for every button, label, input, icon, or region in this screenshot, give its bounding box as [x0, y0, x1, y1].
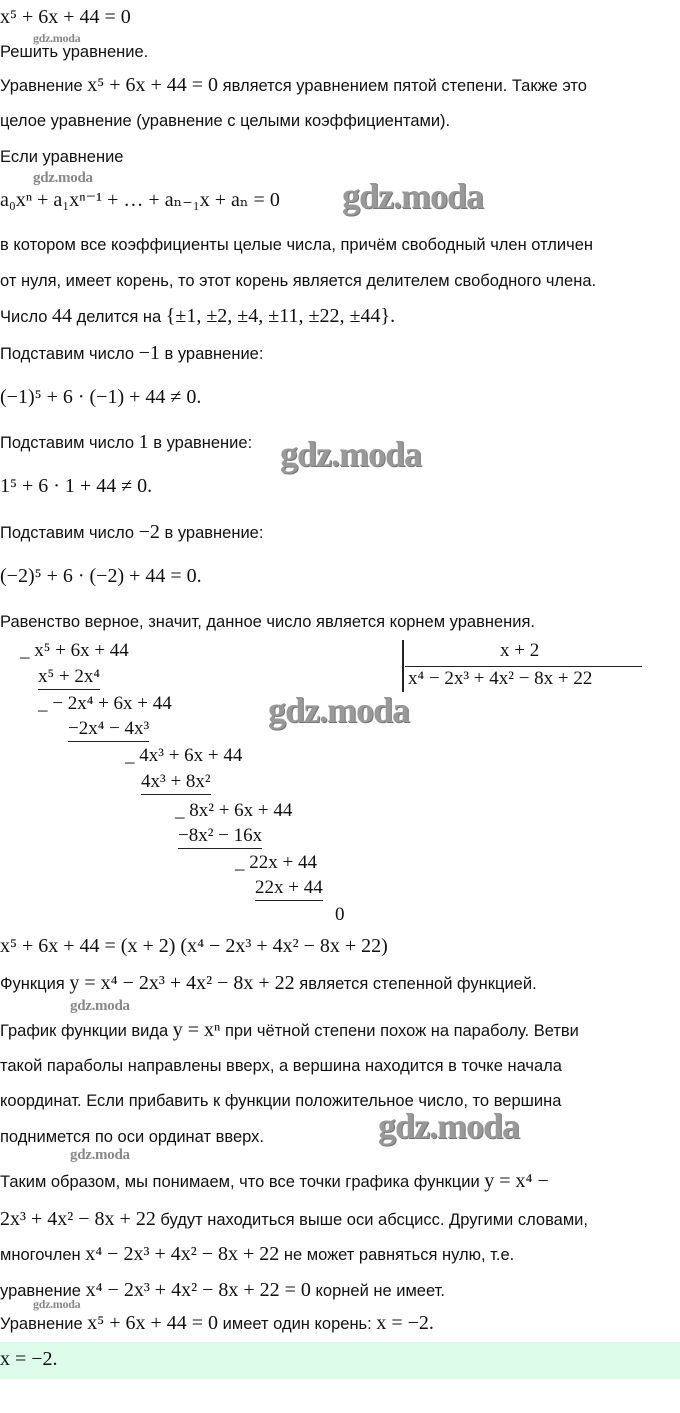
- watermark-logo: gdz.moda: [33, 170, 93, 186]
- text-line: [0, 5, 131, 30]
- division-bar: [402, 640, 404, 692]
- math-expression: y = x⁴ −: [484, 1170, 549, 1192]
- text: в котором все коэффициенты целые числа, причём свободный член отличен: [0, 236, 594, 254]
- text-line: [0, 385, 201, 410]
- text-line: [0, 304, 395, 329]
- division-step: −2x⁴ − 4x³: [68, 717, 149, 742]
- text-line: [0, 1125, 264, 1149]
- text: уравнение: [0, 1282, 86, 1300]
- text-line: [0, 610, 535, 634]
- watermark-logo: gdz.moda: [33, 31, 81, 45]
- answer-value: x = −2.: [0, 1348, 58, 1370]
- math-expression: (−1)⁵ + 6 · (−1) + 44 ≠ 0.: [0, 386, 202, 408]
- text: координат. Если прибавить к функции положительное число, то вершина: [0, 1092, 562, 1110]
- text-line: [0, 109, 450, 133]
- text-line: [0, 430, 252, 455]
- math-expression: y = x⁴ − 2x³ + 4x² − 8x + 22: [69, 972, 295, 994]
- text-line: [0, 1054, 562, 1078]
- text: Подставим число: [0, 524, 139, 542]
- text: делится на: [72, 308, 166, 326]
- text-line: [0, 188, 280, 213]
- watermark-logo: gdz.moda: [70, 1147, 130, 1163]
- division-step: 0: [335, 904, 345, 925]
- text-line: [0, 1018, 579, 1043]
- text: Равенство верное, значит, данное число является корнем уравнения.: [0, 613, 535, 631]
- math-expression: −1: [138, 342, 160, 364]
- math-expression: x⁵ + 6x + 44 = (x + 2) (x⁴ − 2x³ + 4x² − 8x + 22): [0, 935, 388, 957]
- text: многочлен: [0, 1246, 86, 1264]
- math-expression: 44: [52, 305, 73, 327]
- math-expression: 1: [138, 431, 149, 453]
- text-line: [0, 73, 587, 98]
- text: Подставим число: [0, 345, 139, 363]
- division-step: x⁵ + 2x⁴: [38, 665, 100, 690]
- math-expression: x⁵ + 6x + 44 = 0: [87, 74, 219, 96]
- math-expression: x⁴ − 2x³ + 4x² − 8x + 22: [85, 1243, 280, 1265]
- text: целое уравнение (уравнение с целыми коэффициентами).: [0, 112, 451, 130]
- math-expression: x⁵ + 6x + 44 = 0: [87, 1312, 219, 1334]
- watermark-logo: gdz.moda: [378, 1106, 520, 1146]
- text: Число: [0, 308, 53, 326]
- text: Решить уравнение.: [0, 43, 149, 61]
- text-line: [0, 269, 596, 293]
- division-step: _ 8x² + 6x + 44: [175, 800, 293, 821]
- text: Уравнение: [0, 77, 88, 95]
- text: имеет один корень:: [218, 1315, 377, 1333]
- text: Таким образом, мы понимаем, что все точки графика функции: [0, 1173, 485, 1191]
- math-expression: 1⁵ + 6 · 1 + 44 ≠ 0.: [0, 475, 153, 497]
- watermark-logo: gdz.moda: [268, 690, 410, 730]
- text: в уравнение:: [159, 345, 264, 363]
- text: не может равняться нулю, т.е.: [279, 1246, 515, 1264]
- text: от нуля, имеет корень, то этот корень является делителем свободного члена.: [0, 272, 597, 290]
- division-step: _ 22x + 44: [235, 852, 317, 873]
- text-line: [0, 520, 263, 545]
- division-step: 4x³ + 8x²: [141, 770, 211, 795]
- text: поднимется по оси ординат вверх.: [0, 1128, 264, 1146]
- division-step: _ − 2x⁴ + 6x + 44: [38, 693, 172, 714]
- text: является степенной функцией.: [294, 975, 537, 993]
- division-step: 22x + 44: [255, 876, 323, 901]
- text: будут находиться выше оси абсцисс. Другими словами,: [155, 1211, 588, 1229]
- text: является уравнением пятой степени. Также это: [218, 77, 587, 95]
- watermark-logo: gdz.moda: [70, 998, 130, 1014]
- math-expression: a₀xⁿ + a₁xⁿ⁻¹ + … + aₙ₋₁x + aₙ = 0: [0, 189, 280, 211]
- text-line: [0, 1242, 514, 1267]
- text-line: [0, 971, 537, 996]
- text: корней не имеет.: [310, 1282, 445, 1300]
- math-expression: (−2)⁵ + 6 · (−2) + 44 = 0.: [0, 565, 202, 587]
- text-line: [0, 1207, 588, 1232]
- text-line: [0, 145, 123, 169]
- text-line: [0, 341, 263, 366]
- divisor: x + 2: [500, 640, 540, 661]
- division-step: −8x² − 16x: [178, 824, 262, 849]
- division-step: _ x⁵ + 6x + 44: [20, 640, 129, 661]
- math-expression: y = xⁿ: [172, 1019, 221, 1041]
- text-line: [0, 474, 152, 499]
- text: Уравнение: [0, 1315, 88, 1333]
- text-line: [0, 934, 388, 959]
- text-line: [0, 1311, 434, 1336]
- math-expression: −2: [138, 521, 160, 543]
- math-expression: {±1, ±2, ±4, ±11, ±22, ±44}.: [165, 305, 396, 327]
- text: в уравнение:: [159, 524, 264, 542]
- text-line: [0, 1169, 549, 1194]
- watermark-logo: gdz.moda: [33, 1297, 81, 1311]
- quotient: x⁴ − 2x³ + 4x² − 8x + 22: [408, 668, 593, 689]
- text: График функции вида: [0, 1022, 173, 1040]
- watermark-logo: gdz.moda: [342, 176, 484, 216]
- math-expression: x = −2.: [376, 1312, 434, 1334]
- text-line: [0, 564, 202, 589]
- text: такой параболы направлены вверх, а вершина находится в точке начала: [0, 1057, 562, 1075]
- text: Подставим число: [0, 434, 139, 452]
- text-line: [0, 233, 593, 257]
- division-step: _ 4x³ + 6x + 44: [125, 745, 243, 766]
- text: Функция: [0, 975, 70, 993]
- answer-box: [0, 1342, 680, 1379]
- math-expression: x⁴ − 2x³ + 4x² − 8x + 22 = 0: [85, 1279, 311, 1301]
- text: при чётной степени похож на параболу. Ветви: [220, 1022, 579, 1040]
- math-expression: 2x³ + 4x² − 8x + 22: [0, 1208, 156, 1230]
- math-expression: x⁵ + 6x + 44 = 0: [0, 6, 131, 28]
- text: Если уравнение: [0, 148, 124, 166]
- watermark-logo: gdz.moda: [280, 434, 422, 474]
- text: в уравнение:: [148, 434, 253, 452]
